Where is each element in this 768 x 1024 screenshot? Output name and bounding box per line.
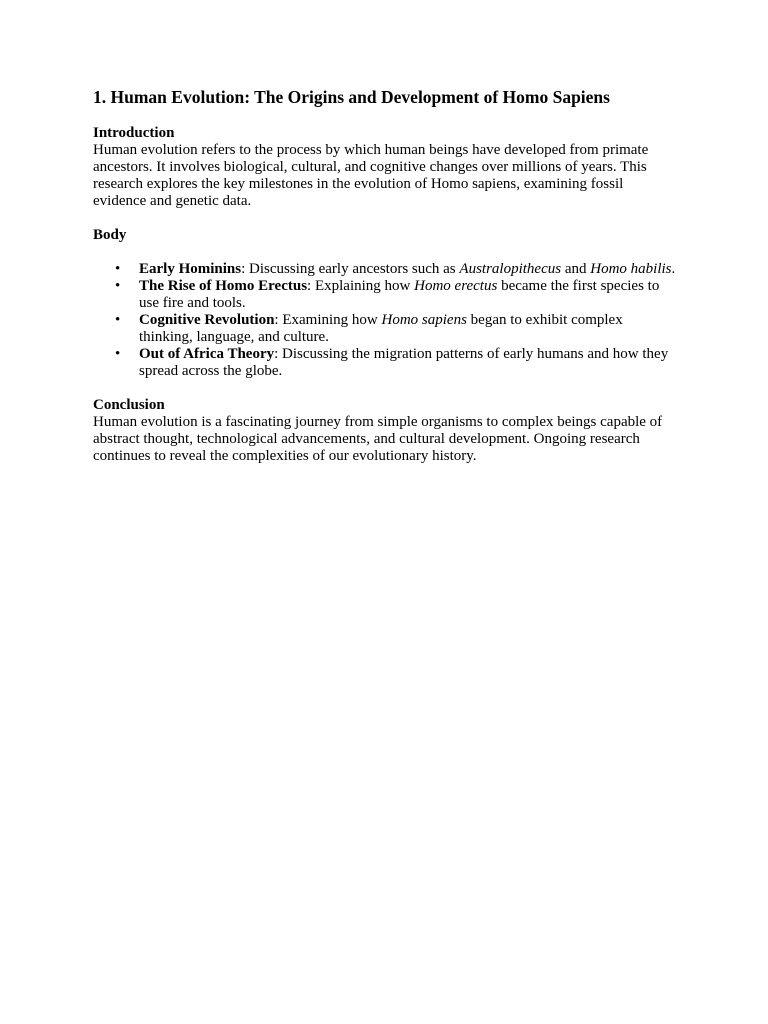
list-item-text: became the first species to use fire and tools. xyxy=(139,278,660,311)
list-item-text: : Explaining how xyxy=(307,278,415,294)
list-item-term: Early Hominins xyxy=(139,261,242,277)
list-item xyxy=(139,346,679,380)
list-item-text: began to exhibit complex thinking, language, and culture. xyxy=(139,312,623,345)
list-item-italic: Homo erectus xyxy=(414,278,498,294)
list-item xyxy=(139,261,679,278)
list-item-italic: Homo sapiens xyxy=(381,312,467,328)
conclusion-heading: Conclusion xyxy=(93,397,165,413)
body-section xyxy=(93,227,679,380)
introduction-heading: Introduction xyxy=(93,125,175,141)
list-item-term: Cognitive Revolution xyxy=(139,312,275,328)
list-item-italic: Homo habilis xyxy=(590,261,672,277)
conclusion-text: Human evolution is a fascinating journey from simple organisms to complex beings capable of abstract thought, technological advancements, and cultural development. Ongoing research continues to reveal the complexities of our evolutionary history. xyxy=(93,414,663,464)
list-item-text: and xyxy=(561,261,591,277)
list-item xyxy=(139,312,679,346)
introduction-section xyxy=(93,125,679,210)
document-title: 1. Human Evolution: The Origins and Development of Homo Sapiens xyxy=(93,87,610,107)
body-heading: Body xyxy=(93,227,127,243)
list-item-text: . xyxy=(671,261,676,277)
list-item-term: The Rise of Homo Erectus xyxy=(139,278,308,294)
body-list xyxy=(93,261,679,380)
list-item-term: Out of Africa Theory xyxy=(139,346,275,362)
list-item xyxy=(139,278,679,312)
list-item-text: : Examining how xyxy=(274,312,382,328)
list-item-text: : Discussing early ancestors such as xyxy=(241,261,460,277)
body-spacer xyxy=(93,244,679,261)
list-item-text: : Discussing the migration patterns of early humans and how they spread across the globe. xyxy=(139,346,669,379)
conclusion-section xyxy=(93,397,679,465)
introduction-text: Human evolution refers to the process by which human beings have developed from primate ancestors. It involves biological, cultural, and cognitive changes over millions of years. This research explores the key milestones in the evolution of Homo sapiens, examining fossil evidence and genetic data. xyxy=(93,142,649,209)
list-item-italic: Australopithecus xyxy=(459,261,562,277)
document-page xyxy=(93,86,679,482)
